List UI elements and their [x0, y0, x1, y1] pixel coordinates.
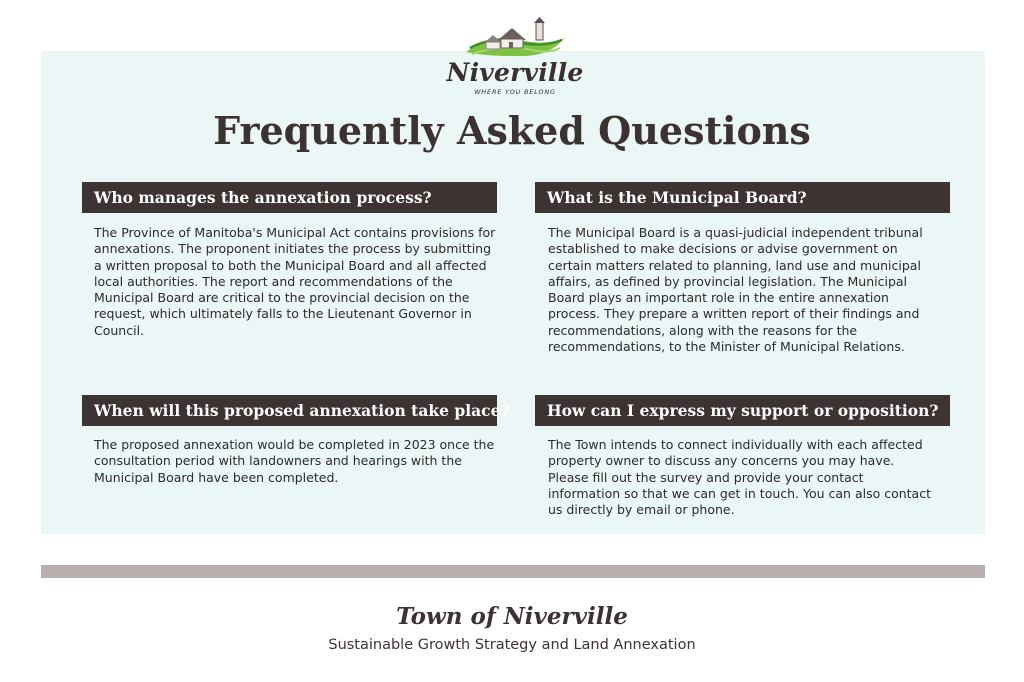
- logo-wordmark: Niverville: [446, 58, 584, 87]
- footer-subtitle: Sustainable Growth Strategy and Land Annexation: [328, 637, 696, 653]
- faq-answer-3: The proposed annexation would be completed in 2023 once the consultation period with landowners and hearings with the Municipal Board have been completed.: [94, 437, 495, 485]
- faq-answer-4: The Town intends to connect individually with each affected property owner to discuss any concerns you may have. Please fill out the survey and provide your contact information so that we can get in touch. You can also contact us directly by email or phone.: [548, 437, 931, 518]
- niverville-logo[interactable]: [440, 14, 590, 96]
- footer-divider: [41, 565, 985, 578]
- faq-answer-2: The Municipal Board is a quasi-judicial independent tribunal established to make decisions or advise government on certain matters related to planning, land use and municipal affairs, as defined by provincial legislation. The Municipal Board plays an important role in the entire annexation process. They prepare a written report of their findings and recommendations, along with the reasons for the recommendations, to the Minister of Municipal Relations.: [548, 225, 923, 355]
- logo-tagline: WHERE YOU BELONG: [474, 88, 556, 96]
- faq-question-4-header: How can I express my support or opposition?: [535, 395, 950, 426]
- faq-question-1-header: Who manages the annexation process?: [82, 182, 497, 213]
- faq-answer-1: The Province of Manitoba's Municipal Act contains provisions for annexations. The proponent initiates the process by submitting a written proposal to both the Municipal Board and all affected local authorities. The report and recommendations of the Municipal Board are critical to the provincial decision on the request, which ultimately falls to the Lieutenant Governor in Council.: [94, 225, 496, 338]
- house-hills-logo-icon: [462, 14, 568, 64]
- page-title: Frequently Asked Questions: [213, 108, 811, 153]
- faq-question-3-header: When will this proposed annexation take place?: [82, 395, 497, 426]
- faq-question-2-header: What is the Municipal Board?: [535, 182, 950, 213]
- footer-title: Town of Niverville: [396, 603, 628, 630]
